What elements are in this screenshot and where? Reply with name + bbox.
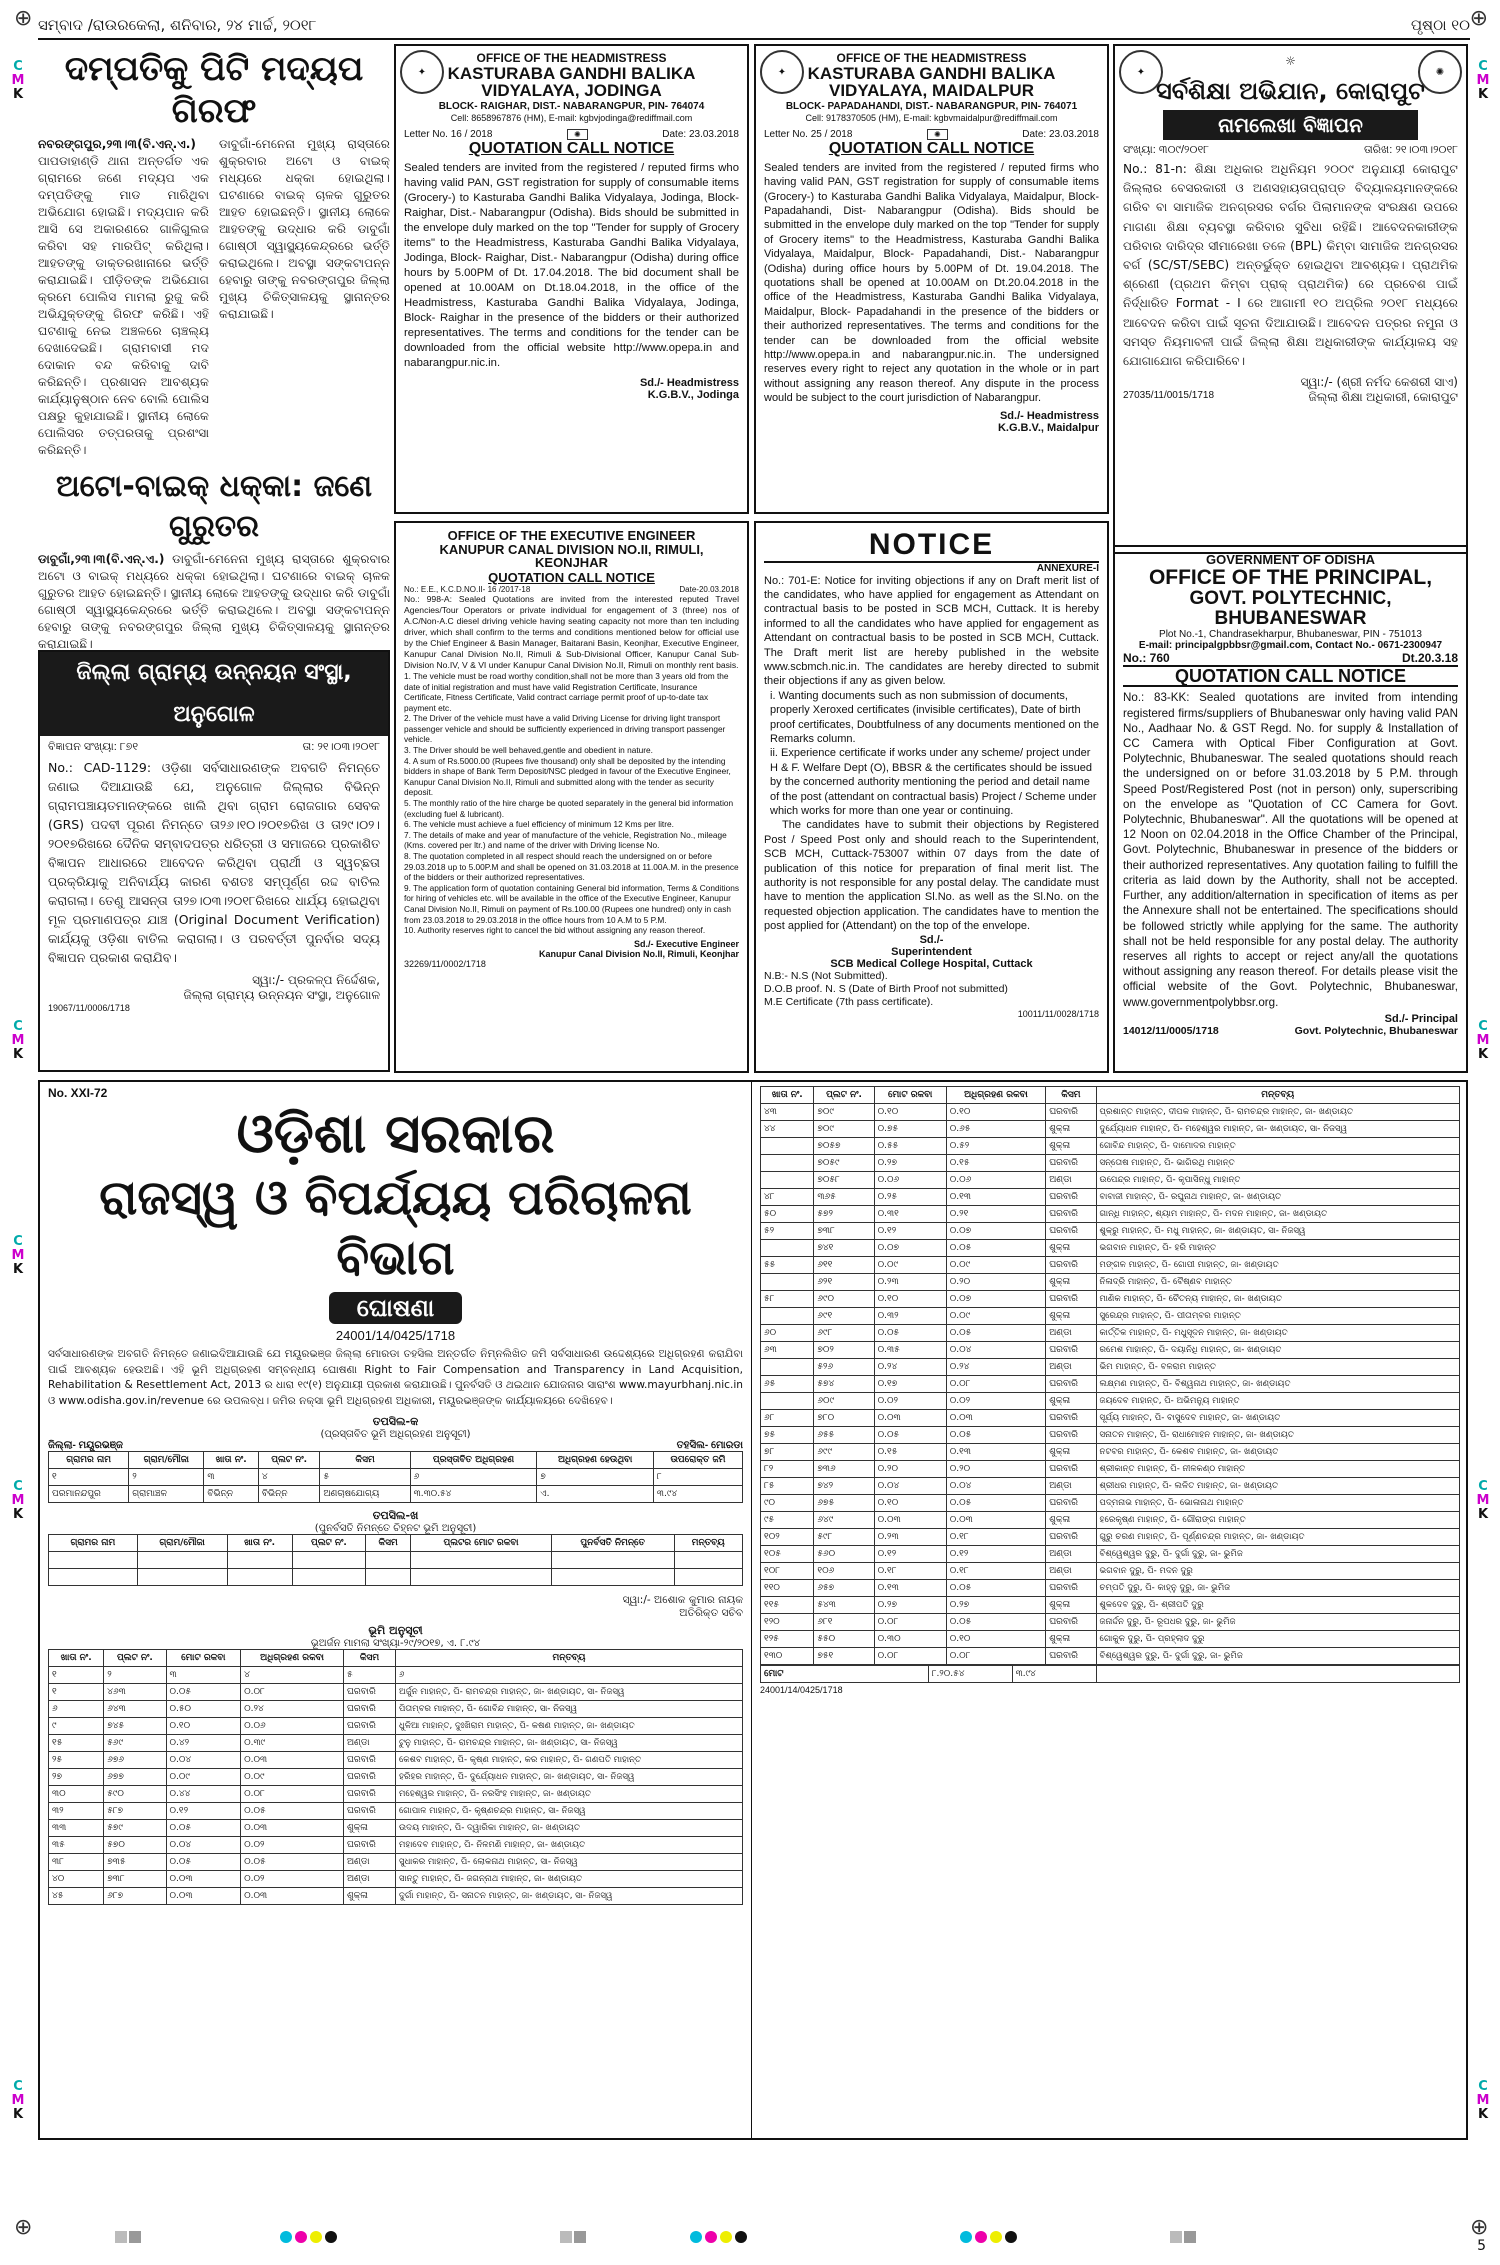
scb-notice [754, 521, 1109, 1073]
notice-ref: 24001/14/0425/1718 [760, 1685, 843, 1695]
table-row: ୧୨୫ ୫୫୦ ୦.୩୦ ୦.୧୦ ଶୁକ୍ଳା ଗୋକୁଳ ଦୁରୁ, ପି- ପ୍ରହ୍ଲାଦ ଦୁରୁ [761, 1631, 1460, 1648]
notice-body: Sealed tenders are invited from the registered / reputed firms who having valid PAN, GST registration for supply of consumable items (Grocery-) to Kasturaba Gandhi Balika Vidyalaya, Maidalpur, Block- Papadahandi, Dist- Nabarangpur (Odisha). Bids should be submitted in the envelope duly marked on the top "Tender for supply of Grocery items" to the Headmistress, Kasturaba Gandhi Balika Vidyalaya, Maidalpur, Block- Papadahandi, Dist.- Nabarangpur (Odisha) during office hours by 5.00PM of Dt. 19.04.2018. The quotations shall be opened at 10.00AM on Dt.20.04.2018 in the office of the Headmistress, Kasturaba Gandhi Balika Vidyalaya, Maidalpur, Block- Papadahandi in the presence of the bidders or their authorized representatives. The terms and conditions for the tender can be downloaded from the official website http://www.opepa.in and nabarangpur.nic.in. The undersigned reserves every right to reject any quotation in the whole or in part without assigning any reason thereof. Any dispute in the process would be subject to the court jurisdiction of Nabarangpur. [764, 161, 1099, 405]
notice-title: ଓଡ଼ିଶା ସରକାର [236, 1102, 555, 1165]
notice-heading: QUOTATION CALL NOTICE [1123, 665, 1458, 688]
table-row: ୬୮ ୭୮୦ ୦.୦୩ ୦.୦୩ ଘରବାରି ସୂର୍ଯ୍ୟ ମାହାନ୍ତ, ପି- ବାସୁଦେବ ମାହାନ୍ତ, ଜା- ଖଣ୍ଡାୟତ [761, 1410, 1460, 1427]
table-row: ୩୨ ୫୮୭ ୦.୧୨ ୦.୦୫ ଘରବାରି ଗୋପାଳ ମାହାନ୍ତ, ପି- କୃଷ୍ଣଚନ୍ଦ୍ର ମାହାନ୍ତ, ସା- ନିଜସ୍ୱ [49, 1803, 743, 1820]
notice-title: ଜିଲ୍ଲା ଗ୍ରାମ୍ୟ ଉନ୍ନୟନ ସଂସ୍ଥା, ଅନୁଗୋଳ [40, 652, 388, 736]
list-item: i. Wanting documents such as non submission of documents, properly Xeroxed certificates (invisible certificates), Date of birth proof certificates, Doubtfulness of any documents mentioned on the Remarks column. [770, 689, 1099, 745]
polytechnic-notice [1113, 545, 1468, 1073]
table-row: ୬ ୬୪୩ ୦.୫୦ ୦.୨୪ ଘରବାରି ପିତାମ୍ବର ମାହାନ୍ତ, ପି- ଗୋବିନ୍ଦ ମାହାନ୍ତ, ସା- ନିଜସ୍ୱ [49, 1701, 743, 1718]
notice-number: ସଂଖ୍ୟା: ୩୦୯/୨୦୧୮ [1123, 144, 1209, 156]
color-swatch [960, 2228, 1020, 2247]
cmk-marker-left: C M K [11, 1019, 25, 1062]
table-header-row: ଗ୍ରାମର ନାମ ଗ୍ରାମ/ମୌଜା ଖାତା ନଂ. ପ୍ଲଟ ନଂ. କିସମ ପ୍ରସ୍ତାବିତ ଅଧିଗ୍ରହଣ ଅଧିଗ୍ରହଣ ହେଉଥିବା ଉପରୋକ୍ତ ଜମି [49, 1452, 743, 1469]
emblem-icon: ✦ [1119, 50, 1163, 94]
ssa-logo-icon: ☼ [1285, 54, 1296, 68]
notice-title: VIDYALAYA, JODINGA [481, 81, 662, 101]
notice-number: No.: 760 [1123, 650, 1170, 665]
cmk-marker-right: C M K [1476, 59, 1490, 102]
table-row: ୬୦ ୬୯୮ ୦.୦୫ ୦.୦୫ ଅଣ୍ଡା କାର୍ତ୍ତିକ ମାହାନ୍ତ, ପି- ମଧୁସୂଦନ ମାହାନ୍ତ, ଜା- ଖଣ୍ଡାୟତ [761, 1325, 1460, 1342]
notice-number: ବିଜ୍ଞାପନ ସଂଖ୍ୟା: ୮୭୧ [48, 741, 139, 753]
story-dateline: ନବରଙ୍ଗପୁର,୨୩।୩(ବି.ଏନ୍.ଏ.) [38, 137, 196, 151]
ssa-notice [1113, 44, 1468, 554]
emblem-icon: ✦ [400, 50, 444, 94]
registration-mark-icon: ⊕ [14, 6, 33, 31]
table-row: ୭୫ ୬୫୫ ୦.୦୫ ୦.୦୫ ଘରବାରି ସନାତନ ମାହାନ୍ତ, ପି- ରାଧାମୋହନ ମାହାନ୍ତ, ଜା- ଖଣ୍ଡାୟତ [761, 1427, 1460, 1444]
gray-swatch [115, 2228, 143, 2247]
table-row: ୭୪୧ ୦.୦୭ ୦.୦୫ ଶୁକ୍ଳା ଭଗବାନ ମାହାନ୍ତ, ପି- ହରି ମାହାନ୍ତ [761, 1240, 1460, 1257]
zilla-notice [38, 650, 390, 1072]
tahasil-label: ତହସିଲ- ମୋରଡା [676, 1440, 743, 1451]
notice-date: Date-20.03.2018 [679, 584, 739, 594]
table-row: ୬୫ ୫୭୪ ୦.୧୭ ୦.୦୮ ଘରବାରି ଲକ୍ଷ୍ମଣ ମାହାନ୍ତ, ପି- ବିଶ୍ୱନାଥ ମାହାନ୍ତ, ଜା- ଖଣ୍ଡାୟତ [761, 1376, 1460, 1393]
table-row: ୪୮ ୩୬୫ ୦.୨୫ ୦.୧୩ ଘରବାରି ବାବାଜୀ ମାହାନ୍ତ, ପି- ରଘୁନାଥ ମାହାନ୍ତ, ଜା- ଖଣ୍ଡାୟତ [761, 1189, 1460, 1206]
notice-title: GOVT. POLYTECHNIC, BHUBANESWAR [1189, 587, 1392, 629]
notice-title: ସର୍ବଶିକ୍ଷା ଅଭିଯାନ, କୋରାପୁଟ [1156, 77, 1425, 105]
story-body-continued: ଡାବୁଗାଁ-ମେନେନା ମୁଖ୍ୟ ରାସ୍ତାରେ ଶୁକ୍ରବାର ଅଟୋ ଓ ବାଇକ୍ ମଧ୍ୟରେ ଧକ୍କା ହୋଇଥିଲା। ଘଟଣାରେ ବାଇକ୍ ଚାଳକ ଗୁରୁତର ଆହତ ହୋଇଛନ୍ତି। ସ୍ଥାନୀୟ ଲୋକେ ଆହତଙ୍କୁ ଉଦ୍ଧାର କରି ଡାବୁଗାଁ ଗୋଷ୍ଠୀ ସ୍ୱାସ୍ଥ୍ୟକେନ୍ଦ୍ରରେ ଭର୍ତ୍ତି କରାଇଥିଲେ। ଅବସ୍ଥା ସଙ୍କଟାପନ୍ନ ହେବାରୁ ତାଙ୍କୁ ନବରଙ୍ଗପୁର ଜିଲ୍ଲା ମୁଖ୍ୟ ଚିକିତ୍ସାଳୟକୁ ସ୍ଥାନାନ୍ତର କରାଯାଇଛି। [219, 137, 390, 321]
table-row: ୫୨୬ ୦.୨୪ ୦.୨୪ ଅଣ୍ଡା ଭିମ ମାହାନ୍ତ, ପି- ବଳରାମ ମାହାନ୍ତ [761, 1359, 1460, 1376]
table-row: ୪୪ ୭୦୯ ୦.୭୫ ୦.୬୫ ଶୁକ୍ଳା ଦୁର୍ଯ୍ୟୋଧନ ମାହାନ୍ତ, ପି- ମହେଶ୍ୱର ମାହାନ୍ତ, ଜା- ଖଣ୍ଡାୟତ, ସା- ନିଜସ୍ୱ [761, 1121, 1460, 1138]
table-row: ୨୭ ୬୭୭ ୦.୦୯ ୦.୦୯ ଘରବାରି ହରିହର ମାହାନ୍ତ, ପି- ଦୁର୍ଯ୍ୟୋଧନ ମାହାନ୍ତ, ଜା- ଖଣ୍ଡାୟତ, ସା- ନିଜସ୍ୱ [49, 1769, 743, 1786]
schedule-a-table [48, 1451, 743, 1503]
notice-signature: Sd./- Principal [1384, 1012, 1458, 1025]
table-row: ୧୦୫ ୫୬୦ ୦.୧୨ ୦.୧୨ ଅଣ୍ଡା ବିଶ୍ୱେଶ୍ୱର ଦୁରୁ, ପି- ଦୁର୍ଗା ଦୁରୁ, ଜା- ଭୁମିଜ [761, 1546, 1460, 1563]
notice-body: The candidates have to submit their objections by Registered Post / Speed Post only and should reach to the Superintendent, SCB MCH, Cuttack-753007 within 07 days from the date of publication of this notice for preparation of final merit list. The authority is not responsible for any postal delay. The candidate must have to mention the application Sl.No. as well as the Sl.No. on the requested objection application. The candidates have to mention the post applied for (Attendant) on the top of the envelope. [764, 819, 1099, 933]
annexure-label: ANNEXURE-I [1036, 562, 1099, 574]
table-row: ୪୩ ୭୦୯ ୦.୧୦ ୦.୧୦ ଘରବାରି ପ୍ରଶାନ୍ତ ମାହାନ୍ତ, ଦୀପକ ମାହାନ୍ତ, ପି- ରାମଚନ୍ଦ୍ର ମାହାନ୍ତ, ଜା- ଖଣ୍ଡାୟତ [761, 1104, 1460, 1121]
table-row: ୩୦ ୫୯୦ ୦.୪୪ ୦.୦୮ ଘରବାରି ମହେଶ୍ୱର ମାହାନ୍ତ, ପି- ନରସିଂହ ମାହାନ୍ତ, ଜା- ଖଣ୍ଡାୟତ [49, 1786, 743, 1803]
letter-date: Date: 23.03.2018 [1022, 128, 1099, 140]
color-swatch [690, 2228, 750, 2247]
cmk-marker-right: C M K [1476, 1479, 1490, 1522]
objection-list [764, 689, 1099, 819]
notice-title: KASTURABA GANDHI BALIKA [807, 63, 1056, 83]
notice-heading: QUOTATION CALL NOTICE [828, 139, 1035, 157]
notice-contact: Cell: 8658967876 (HM), E-mail: kgbvjodinga@rediffmail.com [450, 112, 693, 123]
table-row: ୧୨୦ ୬୮୧ ୦.୦୮ ୦.୦୫ ଘରବାରି ଜନାର୍ଦ୍ଦନ ଦୁରୁ, ପି- ରୂପଧର ଦୁରୁ, ଜା- ଭୁମିଜ [761, 1614, 1460, 1631]
notice-signature: ସ୍ୱା:/- ଅଶୋକ କୁମାର ନାୟକ ଅତିରିକ୍ତ ସଚିବ [622, 1594, 743, 1619]
table-row: ୧୦୮ ୧୦୬ ୦.୧୮ ୦.୧୮ ଅଣ୍ଡା ଭଗବାନ ଦୁରୁ, ପି- ମଦନ ଦୁରୁ [761, 1563, 1460, 1580]
header-dateline: ସମ୍ବାଦ /ରାଉରକେଲା, ଶନିବାର, ୨୪ ମାର୍ଚ୍ଚ, ୨୦୧୮ [38, 16, 317, 34]
table-row: ୬୨୧ ୦.୨୩ ୦.୨୦ ଶୁକ୍ଳା ନିଳାଦ୍ରି ମାହାନ୍ତ, ପି- ବୈଷ୍ଣବ ମାହାନ୍ତ [761, 1274, 1460, 1291]
total-label: ମୋଟ [761, 1666, 929, 1683]
cmk-marker-left: C M K [11, 1479, 25, 1522]
table-row: ୭୦୫୮ ୦.୦୬ ୦.୦୬ ଅଣ୍ଡା ଉପେନ୍ଦ୍ର ମାହାନ୍ତ, ପି- କୃପାସିନ୍ଧୁ ମାହାନ୍ତ [761, 1172, 1460, 1189]
cmk-marker-left: C M K [11, 2079, 25, 2122]
notice-body: No.: 83-KK: Sealed quotations are invited from intending registered firms/suppliers of Bhubaneswar only having valid PAN No., Aadhaar No. & GST Regd. No. for supply & Installation of CC Camera with Optical Fiber Configuration at Govt. Polytechnic, Bhubaneswar. The sealed quotations should reach the undersigned on or before 31.03.2018 by 5 P.M. through Speed Post/Registered Post (not in person) only, superscribing on the envelope as "Quotation of CC Camera for Govt. Polytechnic, Bhubaneswar". All the quotations will be opened at 12 Noon on 02.04.2018 in the Office Chamber of the Principal, Govt. Polytechnic, Bhubaneswar in presence of the bidders or their authorized representatives. Any quotation failing to fulfill the criteria as laid down by the Authority, shall not be accepted. Further, any addition/alternation in specification of items as per the Annexure shall not be entertained. The specifications should be followed strictly while applying for the same. The authority shall not be held responsible for any postal delay. The authority reserves all rights to accept or reject any/all the quotations without assigning any reason thereof. For details please visit the official website of the Govt. Polytechnic, Bhubaneswar, www.governmentpolybbsr.org. [1123, 691, 1458, 1009]
notice-office: GOVERNMENT OF ODISHA [1205, 552, 1375, 567]
nb-list: N.B:- N.S (Not Submitted). D.O.B proof. N. S (Date of Birth Proof not submitted) M.E Certificate (7th pass certificate). [764, 969, 1008, 1008]
notice-date: Dt.20.3.18 [1401, 650, 1458, 665]
govt-land-notice [38, 1080, 1468, 2140]
ssa-logo-icon: ✺ [927, 129, 948, 140]
notice-band: ଘୋଷଣା [329, 1292, 462, 1324]
notice-signature: Sd./- Headmistress K.G.B.V., Maidalpur [997, 409, 1099, 434]
table-row: ୫୫ ୬୧୧ ୦.୦୯ ୦.୦୯ ଘରବାରି ମଙ୍ଗଳ ମାହାନ୍ତ, ପି- ଗୋପୀ ମାହାନ୍ତ, ଜା- ଖଣ୍ଡାୟତ [761, 1257, 1460, 1274]
table-row: ୮୫ ୭୪୨ ୦.୦୪ ୦.୦୪ ଅଣ୍ଡା ଶ୍ରୀଧର ମାହାନ୍ତ, ପି- ଲଳିତ ମାହାନ୍ତ, ଜା- ଖଣ୍ଡାୟତ [761, 1478, 1460, 1495]
registration-mark-icon: ⊕ [14, 2215, 33, 2240]
notice-heading: QUOTATION CALL NOTICE [468, 139, 675, 157]
notice-body: No.: 81-n: ଶିକ୍ଷା ଅଧିକାର ଅଧିନିୟମ ୨୦୦୯ ଅନୁଯାୟୀ କୋରାପୁଟ ଜିଲ୍ଲାର ବେସରକାରୀ ଓ ଅଣସହାୟତାପ୍ରାପ୍ତ ବିଦ୍ୟାଳୟମାନଙ୍କରେ ଗରିବ ବା ସାମାଜିକ ଅନଗ୍ରସର ବର୍ଗର ପିଲାମାନଙ୍କ ସଂରକ୍ଷଣ ଉପରେ ମାଗଣା ଶିକ୍ଷା ବ୍ୟବସ୍ଥା କରିବାର ସୁବିଧା ରହିଛି। ଆବେଦନକାରୀଙ୍କ ପରିବାର ଦାରିଦ୍ର ସୀମାରେଖା ତଳେ (BPL) କିମ୍ବା ସାମାଜିକ ଅନଗ୍ରସର ବର୍ଗ (SC/ST/SEBC) ଅନ୍ତର୍ଭୁକ୍ତ ହୋଇଥିବା ଆବଶ୍ୟକ। ପ୍ରାଥମିକ ଶ୍ରେଣୀ (ପ୍ରଥମ କିମ୍ବା ପ୍ରାକ୍ ପ୍ରାଥମିକ) ରେ ପ୍ରବେଶ ପାଇଁ ନିର୍ଦ୍ଧାରିତ Format - I ରେ ଆଗାମୀ ୧୦ ଅପ୍ରିଲ ୨୦୧୮ ମଧ୍ୟରେ ଆବେଦନ କରିବା ପାଇଁ ସୂଚନା ଦିଆଯାଉଛି। ଆବେଦନ ପତ୍ରର ନମୁନା ଓ ସମସ୍ତ ନିୟମାବଳୀ ପାଇଁ ଜିଲ୍ଲା ଶିକ୍ଷା ଅଧିକାରୀଙ୍କ କାର୍ଯ୍ୟାଳୟ ସହ ଯୋଗାଯୋଗ କରିପାରିବେ। [1123, 162, 1458, 369]
story-body: ଡାବୁଗାଁ-ମେନେନା ମୁଖ୍ୟ ରାସ୍ତାରେ ଶୁକ୍ରବାର ଅଟୋ ଓ ବାଇକ୍ ମଧ୍ୟରେ ଧକ୍କା ହୋଇଥିଲା। ଘଟଣାରେ ବାଇକ୍ ଚାଳକ ଗୁରୁତର ଆହତ ହୋଇଛନ୍ତି। ସ୍ଥାନୀୟ ଲୋକେ ଆହତଙ୍କୁ ଉଦ୍ଧାର କରି ଡାବୁଗାଁ ଗୋଷ୍ଠୀ ସ୍ୱାସ୍ଥ୍ୟକେନ୍ଦ୍ରରେ ଭର୍ତ୍ତି କରାଇଥିଲେ। ଅବସ୍ଥା ସଙ୍କଟାପନ୍ନ ହେବାରୁ ତାଙ୍କୁ ନବରଙ୍ଗପୁର ଜିଲ୍ଲା ମୁଖ୍ୟ ଚିକିତ୍ସାଳୟକୁ ସ୍ଥାନାନ୍ତର କରାଯାଇଛି। [38, 552, 390, 651]
govt-notice-right [754, 1082, 1466, 2138]
ssa-logo-icon: ✺ [567, 129, 588, 140]
table-header-row: ଖାତା ନଂ. ପ୍ଲଟ ନଂ. ମୋଟ ରକବା ଅଧିଗ୍ରହଣ ରକବା କିସମ ମନ୍ତବ୍ୟ [761, 1087, 1460, 1104]
list-item: 8. The quotation completed in all respect should reach the undersigned on or before 29.03.2018 up to 5.00P.M and shall be opened on 31.03.2018 at 11.00A.M. in the presence of the bidders or their authorized representatives. [404, 851, 739, 883]
list-item: 9. The application form of quotation containing General bid information, Terms & Conditions for hiring of vehicles etc. will be available in the office of the Executive Engineer, Kanupur Canal Division No.II, Rimuli on payment of Rs.100.00 (Rupees one hundred) only in cash from 23.03.2018 to 29.03.2018 in the office hours from 10 A.M to 5 P.M. [404, 882, 739, 925]
schedule-subtitle: (ପୁନର୍ବସତି ନିମନ୍ତେ ଚିହ୍ନଟ ଭୂମି ଅନୁସୂଚୀ) [314, 1523, 477, 1534]
notice-date: ତା: ୨୧।୦୩।୨୦୧୮ [302, 741, 380, 753]
notice-title: KASTURABA GANDHI BALIKA [447, 63, 696, 83]
notice-number: No. XXI-72 [48, 1086, 108, 1100]
schedule-subtitle: ଭୂଅର୍ଜନ ମାମଲା ସଂଖ୍ୟା-୨୯/୨୦୧୭, ଏ. ୮.୯୪ [310, 1638, 481, 1649]
notice-band: ନାମଲେଖା ବିଜ୍ଞାପନ [1163, 110, 1418, 140]
department-title: ରାଜସ୍ୱ ଓ ବିପର୍ଯ୍ୟୟ ପରିଚାଳନା ବିଭାଗ [99, 1170, 692, 1286]
table-row: ୧୧୫ ୫୪୩ ୦.୨୭ ୦.୨୭ ଶୁକ୍ଳା ଶୁକଦେବ ଦୁରୁ, ପି- ଶ୍ରୀପତି ଦୁରୁ [761, 1597, 1460, 1614]
registration-mark-icon: ⊕ [1470, 2215, 1489, 2240]
table-row: ୭୦୫୭ ୦.୫୫ ୦.୫୨ ଶୁକ୍ଳା ଗୋବିନ୍ଦ ମାହାନ୍ତ, ପି- ଦାମୋଦର ମାହାନ୍ତ [761, 1138, 1460, 1155]
notice-signature: ସ୍ୱା:/- (ଶ୍ରୀ ନର୍ମଦ କେଶରୀ ସାଏ) [1300, 375, 1458, 390]
table-row: ୬୩ ୭୦୨ ୦.୩୫ ୦.୦୪ ଘରବାରି ରମେଶ ମାହାନ୍ତ, ପି- ଦୟାନିଧି ମାହାନ୍ତ, ଜା- ଖଣ୍ଡାୟତ [761, 1342, 1460, 1359]
list-item: 4. A sum of Rs.5000.00 (Rupees five thousand) only shall be deposited by the intending bidders in shape of Bank Term Deposit/NSC pledged in favour of the Executive Engineer, Kanupur Canal Division No.II, Rimuli and submitted along with the tender as security deposit. [404, 755, 731, 798]
table-row: ୬୦୯ ୦.୦୨ ୦.୦୨ ଶୁକ୍ଳା ଜୟଦେବ ମାହାନ୍ତ, ପି- ଅଭିମନ୍ୟୁ ମାହାନ୍ତ [761, 1393, 1460, 1410]
notice-office: OFFICE OF THE HEADMISTRESS [836, 51, 1027, 65]
notice-ref: 24001/14/0425/1718 [335, 1328, 456, 1343]
color-swatch [280, 2228, 340, 2247]
govt-notice-left [40, 1082, 752, 2138]
notice-signature: Govt. Polytechnic, Bhubaneswar [1294, 1024, 1458, 1037]
notice-number: No.: E.E., K.C.D.NO.II- 16 /2017-18 [404, 584, 531, 594]
list-item: 10. Authority reserves right to cancel the bid without assigning any reason thereof. [404, 925, 706, 936]
list-item: 3. The Driver should be well behaved,gentle and obedient in nature. [404, 745, 653, 756]
table-row: ୧୦୨ ୫୯୮ ୦.୨୩ ୦.୧୮ ଘରବାରି ଗୁରୁ ଚରଣ ମାହାନ୍ତ, ପି- ପୂର୍ଣ୍ଣଚନ୍ଦ୍ର ମାହାନ୍ତ, ଜା- ଖଣ୍ଡାୟତ [761, 1529, 1460, 1546]
table-row: ୩୩ ୫୭୯ ୦.୦୫ ୦.୦୩ ଶୁକ୍ଳା ଉଦୟ ମାହାନ୍ତ, ପି- ଦ୍ୱାରିକା ମାହାନ୍ତ, ଜା- ଖଣ୍ଡାୟତ [49, 1820, 743, 1837]
notice-ref: 27035/11/0015/1718 [1123, 390, 1215, 402]
notice-office: OFFICE OF THE EXECUTIVE ENGINEER [447, 528, 696, 543]
kgbv-jodinga-notice [394, 44, 749, 514]
cmk-marker-right: C M K [1476, 1019, 1490, 1062]
notice-date: ତାରିଖ: ୨୧।୦୩।୨୦୧୮ [1363, 144, 1458, 156]
table-header-row: ଗ୍ରାମର ନାମ ଗ୍ରାମ/ମୌଜା ଖାତା ନଂ. ପ୍ଲଟ ନଂ. କିସମ ପ୍ଲଟର ମୋଟ ରକବା ପୁନର୍ବସତି ନିମନ୍ତେ ମନ୍ତବ୍ୟ [49, 1535, 743, 1552]
cmk-marker-left: C M K [11, 1234, 25, 1277]
terms-list [404, 671, 739, 936]
notice-title: KANUPUR CANAL DIVISION NO.II, RIMULI, KEONJHAR [439, 541, 704, 571]
table-row [49, 1552, 743, 1569]
table-row: ୧ ୨ ୩ ୪ ୫ ୬ [49, 1667, 743, 1684]
total-acquired: ୩.୯୪ [1012, 1666, 1096, 1683]
notice-address: BLOCK- PAPADAHANDI, DIST.- NABARANGPUR, PIN- 764071 [785, 101, 1078, 113]
table-row: ୫୨ ୭୩୮ ୦.୧୨ ୦.୦୭ ଘରବାରି ଶୁକ୍ରୁ ମାହାନ୍ତ, ପି- ମଧୁ ମାହାନ୍ତ, ଜା- ଖଣ୍ଡାୟତ, ସା- ନିଜସ୍ୱ [761, 1223, 1460, 1240]
table-row: ୧ ୨ ୩ ୪ ୫ ୬ ୭ ୮ [49, 1469, 743, 1486]
page-number-label: ପୃଷ୍ଠା ୧୦ [1410, 16, 1470, 34]
page-header [38, 12, 1470, 40]
notice-contact: E-mail: principalgpbbsr@gmail.com, Contact No.- 0671-2300947 [1138, 639, 1443, 651]
notice-signature: Sd./- Superintendent SCB Medical College Hospital, Cuttack [830, 933, 1033, 970]
emblem-icon: ✺ [1418, 50, 1462, 94]
list-item: 7. The details of make and year of manufacture of the vehicle, Registration No., mileage (Kms. covered per ltr.) and name of the driver with Driving license No. [404, 829, 727, 851]
registration-mark-icon: ⊕ [1469, 6, 1488, 31]
notice-signature: ଜିଲ୍ଲା ଶିକ୍ଷା ଅଧିକାରୀ, କୋରାପୁଟ [1308, 390, 1458, 405]
table-row: ୩୫ ୫୭୦ ୦.୦୪ ୦.୦୨ ଘରବାରି ମହାଦେବ ମାହାନ୍ତ, ପି- ନିଳମଣି ମାହାନ୍ତ, ଜା- ଖଣ୍ଡାୟତ [49, 1837, 743, 1854]
letter-number: Letter No. 25 / 2018 [764, 128, 853, 140]
notice-body: ସର୍ବସାଧାରଣଙ୍କ ଅବଗତି ନିମନ୍ତେ ଜଣାଇଦିଆଯାଉଛି ଯେ ମୟୂରଭଞ୍ଜ ଜିଲ୍ଲା ମୋରଡା ତହସିଲ ଅନ୍ତର୍ଗତ ନିମ୍ନଲିଖିତ ଜମି ସର୍ବସାଧାରଣ ଉଦ୍ଦେଶ୍ୟରେ ଅଧିଗ୍ରହଣ କରାଯିବା ପାଇଁ ଆବଶ୍ୟକ ହେଉଅଛି। ଏହି ଭୂମି ଅଧିଗ୍ରହଣ ସମ୍ବନ୍ଧୀୟ ଘୋଷଣା Right to Fair Compensation and Transparency in Land Acquisition, Rehabilitation & Resettlement Act, 2013 ର ଧାରା ୧୯(୧) ଅନୁଯାୟୀ ପ୍ରକାଶ କରାଯାଉଛି। ପୁନର୍ବସତି ଓ ଥଇଥାନ ଯୋଜନାର ସାରାଂଶ www.mayurbhanj.nic.in ଓ www.odisha.gov.in/revenue ରେ ଉପଲବ୍ଧ। ଜମିର ନକ୍ସା ଭୂମି ଅଧିଗ୍ରହଣ ଅଧିକାରୀ, ମୟୂରଭଞ୍ଜଙ୍କ କାର୍ଯ୍ୟାଳୟରେ ଦେଖିହେବ। [48, 1348, 743, 1407]
schedule-b-table [48, 1534, 743, 1586]
total-row-table [760, 1665, 1460, 1683]
notice-ref: 19067/11/0006/1718 [48, 1003, 130, 1013]
table-row: ପରମାନନ୍ଦପୁର ଗ୍ରାମାଞ୍ଚଳ ବିଭିନ୍ନ ବିଭିନ୍ନ ଅଣଚାଷଯୋଗ୍ୟ ୩.୩୦.୫୪ ଏ. ୩.୯୪ [49, 1486, 743, 1503]
gray-swatch [560, 2228, 588, 2247]
notice-address: Plot No.-1, Chandrasekharpur, Bhubaneswar, PIN - 751013 [1159, 628, 1422, 640]
notice-body: No.: 998-A: Sealed Quotations are invited from the interested reputed Travel Agencies/Tour Operators or private individual for engagement of 3 (three) nos of A.C/Non-A.C diesel driving vehicle having seating capacity not more than ten including driver, which shall confirm to the terms and conditions mentioned below for official use by the Chief Engineer & Basin Manager, Baitarani Basin, Keonjhar, Executive Engineer, Kanupur Canal Division No.II, Rimuli & Sub-Divisional Officer, Kanupur Canal Sub-Division No.IV, V & VI under Kanupur Canal Division No.II, Rimuli on monthly rent basis. [404, 593, 739, 670]
notice-title: NOTICE [764, 529, 1099, 563]
table-row [49, 1569, 743, 1586]
list-item: 2. The Driver of the vehicle must have a valid Driving License for driving light transport passenger vehicle and should be sufficiently experienced in driving transport passenger vehicle. [404, 713, 726, 745]
table-row: ୧୫ ୫୬୯ ୦.୪୨ ୦.୩୯ ଅଣ୍ଡା ଟୁନୁ ମାହାନ୍ତ, ପି- ରାମଚନ୍ଦ୍ର ମାହାନ୍ତ, ଜା- ଖଣ୍ଡାୟତ, ସା- ନିଜସ୍ୱ [49, 1735, 743, 1752]
total-value: ୮.୨୦.୫୪ [928, 1666, 1012, 1683]
list-item: ii. Experience certificate if works under any scheme/ project under H & F. Welfare Dept (O), BBSR & the certificates should be issued by the concerned authority mentioning the period and detail name of the post (attendant on contractual basis) Project / Scheme under which works for more than one year or continuing. [770, 747, 1097, 817]
table-row: ୪୫ ୬୮୭ ୦.୦୩ ୦.୦୩ ଶୁକ୍ଳା ଦୁର୍ଗା ମାହାନ୍ତ, ପି- ସନାତନ ମାହାନ୍ତ, ଜା- ଖଣ୍ଡାୟତ, ସା- ନିଜସ୍ୱ [49, 1888, 743, 1905]
notice-heading: QUOTATION CALL NOTICE [488, 569, 655, 585]
schedule-title: ତପସିଲ-କ [372, 1415, 419, 1428]
notice-ref: 32269/11/0002/1718 [404, 958, 486, 969]
table-row: ୧ ୪୬୩ ୦.୦୫ ୦.୦୮ ଘରବାରି ଅର୍ଜୁନ ମାହାନ୍ତ, ପି- ରାମଚନ୍ଦ୍ର ମାହାନ୍ତ, ଜା- ଖଣ୍ଡାୟତ, ସା- ନିଜସ୍ୱ [49, 1684, 743, 1701]
notice-title: VIDYALAYA, MAIDALPUR [829, 81, 1034, 101]
notice-body: No.: 701-E: Notice for inviting objections if any on Draft merit list of the candidates, who have applied for engagement as Attendant on contractual basis to be posted in SCB MCH, Cuttack. It is hereby informed to all the candidates who have applied for engagement as Attendant on contractual basis to be posted in SCB MCH, Cuttack. The Draft merit list are hereby published in the website www.scbmch.nic.in. The candidates are hereby directed to submit their objections if any as given below. [764, 574, 1099, 688]
list-item: 5. The monthly ratio of the hire charge be quoted separately in the general bid information (excluding fuel & lubricant). [404, 798, 734, 819]
table-row: ୭୦୫୯ ୦.୨୭ ୦.୧୫ ଘରବାରି ସନ୍ତୋଷ ମାହାନ୍ତ, ପି- ଭାଗିରଥି ମାହାନ୍ତ [761, 1155, 1460, 1172]
land-schedule-table [48, 1649, 743, 1905]
story-body: ପାପଡାହାଣ୍ଡି ଥାନା ଅନ୍ତର୍ଗତ ଏକ ଗ୍ରାମରେ ଜଣେ ମଦ୍ୟପ ଏକ ଦମ୍ପତିଙ୍କୁ ମାଡ ମାରିଥିବା ଅଭିଯୋଗ ହୋଇଛି। ମଦ୍ୟପାନ କରି ଆସି ସେ ଅକାରଣରେ ଗାଳିଗୁଲଜ କରିବା ସହ ମାରପିଟ୍ କରିଥିଲା। ଆହତଙ୍କୁ ଡାକ୍ତରଖାନାରେ ଭର୍ତ୍ତି କରାଯାଇଛି। ପୀଡ଼ିତଙ୍କ ଅଭିଯୋଗ କ୍ରମେ ପୋଲିସ ମାମଲା ରୁଜୁ କରି ଅଭିଯୁକ୍ତଙ୍କୁ ଗିରଫ କରିଛି। ଏହି ଘଟଣାକୁ ନେଇ ଅଞ୍ଚଳରେ ଚାଞ୍ଚଲ୍ୟ ଦେଖାଦେଇଛି। ଗ୍ରାମବାସୀ ମଦ ଦୋକାନ ବନ୍ଦ କରିବାକୁ ଦାବି କରିଛନ୍ତି। ପ୍ରଶାସନ ଆବଶ୍ୟକ କାର୍ଯ୍ୟାନୁଷ୍ଠାନ ନେବ ବୋଲି ପୋଲିସ ପକ୍ଷରୁ କୁହାଯାଇଛି। ସ୍ଥାନୀୟ ଲୋକେ ପୋଲିସର ତତ୍ପରତାକୁ ପ୍ରଶଂସା କରିଛନ୍ତି। [38, 154, 209, 457]
table-row: ୮୨ ୭୩୬ ୦.୨୦ ୦.୨୦ ଘରବାରି ଶ୍ରୀକାନ୍ତ ମାହାନ୍ତ, ପି- ନୀଳକଣ୍ଠ ମାହାନ୍ତ [761, 1461, 1460, 1478]
district-label: ଜିଲ୍ଲା- ମୟୂରଭଞ୍ଜ [48, 1440, 123, 1451]
table-row: ୨୫ ୬୭୬ ୦.୦୪ ୦.୦୩ ଘରବାରି କେଶବ ମାହାନ୍ତ, ପି- କୃଷ୍ଣ ମାହାନ୍ତ, କର ମାହାନ୍ତ, ପି- ଗଣପତି ମାହାନ୍ତ [49, 1752, 743, 1769]
table-row: ୯୦ ୬୭୫ ୦.୧୦ ୦.୦୫ ଘରବାରି ପଦ୍ମନାଭ ମାହାନ୍ତ, ପି- ଭୋଳାନାଥ ମାହାନ୍ତ [761, 1495, 1460, 1512]
schedule-title: ତପସିଲ-ଖ [372, 1509, 419, 1522]
land-schedule-table [760, 1086, 1460, 1665]
notice-address: BLOCK- RAIGHAR, DIST.- NABARANGPUR, PIN- 764074 [438, 101, 705, 113]
notice-title: OFFICE OF THE PRINCIPAL, [1148, 565, 1433, 589]
table-row: ୫୮ ୬୯୦ ୦.୧୦ ୦.୦୭ ଘରବାରି ମାଣିକ ମାହାନ୍ତ, ପି- ଚୈତନ୍ୟ ମାହାନ୍ତ, ଜା- ଖଣ୍ଡାୟତ [761, 1291, 1460, 1308]
table-row: ୧୧୦ ୬୫୭ ୦.୧୩ ୦.୦୫ ଘରବାରି ଚମ୍ପତି ଦୁରୁ, ପି- କାହ୍ନୁ ଦୁରୁ, ଜା- ଭୁମିଜ [761, 1580, 1460, 1597]
story-dateline: ଡାବୁଗାଁ,୨୩।୩(ବି.ଏନ୍.ଏ.) [38, 552, 165, 566]
table-row: ୯୫ ୬୪୯ ୦.୦୩ ୦.୦୩ ଶୁକ୍ଳା ହରେକୃଷ୍ଣ ମାହାନ୍ତ, ପି- ଗୌରାଙ୍ଗ ମାହାନ୍ତ [761, 1512, 1460, 1529]
gray-swatch [1170, 2228, 1198, 2247]
list-item: 1. The vehicle must be road worthy condition,shall not be more than 3 years old from the date of initial registration and must have valid Registration Certificate, Insurance Certificate, Fitness Certificate, Valid contract carriage permit proof of up-to-date tax payment etc. [404, 670, 729, 713]
notice-body: No.: CAD-1129: ଓଡ଼ିଶା ସର୍ବସାଧାରଣଙ୍କ ଅବଗତି ନିମନ୍ତେ ଜଣାଇ ଦିଆଯାଉଛି ଯେ, ଅନୁଗୋଳ ଜିଲ୍ଲାର ବିଭିନ୍ନ ଗ୍ରାମପଞ୍ଚାୟତମାନଙ୍କରେ ଖାଲି ଥିବା ଗ୍ରାମ ରୋଜଗାର ସେବକ (GRS) ପଦବୀ ପୂରଣ ନିମନ୍ତେ ତା୨୬।୧୦।୨୦୧୭ରିଖ ଓ ତା୨୯।୦୨।୨୦୧୭ରିଖରେ ଦୈନିକ ସମ୍ବାଦପତ୍ର ଧରିତ୍ରୀ ଓ ସମାଜରେ ପ୍ରକାଶିତ ବିଜ୍ଞାପନ ଆଧାରରେ ଆବେଦନ କରିଥିବା ପ୍ରାର୍ଥୀ ଓ ସ୍ୱଚ୍ଛତା ପ୍ରକ୍ରିୟାକୁ ଅନିବାର୍ଯ୍ୟ କାରଣ ବଶତଃ ସମ୍ପୂର୍ଣ୍ଣ ରଦ୍ଦ ବାତିଲ କରାଗଲା। ତେଣୁ ଆସନ୍ତା ତା୨୭।୦୩।୨୦୧୮ରିଖରେ ଧାର୍ଯ୍ୟ ହୋଇଥିବା ମୂଳ ପ୍ରମାଣପତ୍ର ଯାଞ୍ଚ (Original Document Verification) କାର୍ଯ୍ୟକୁ ଓଡ଼ିଶା ବାତିଲ କରାଗଲା। ଓ ପରବର୍ତ୍ତୀ ପୁନର୍ବାର ସଦ୍ୟ ବିଜ୍ଞାପନ ପ୍ରକାଶ କରାଯିବ। [48, 760, 380, 965]
table-row: ୯ ୭୪୫ ୦.୧୦ ୦.୦୬ ଘରବାରି ଧୁଳିଆ ମାହାନ୍ତ, ଦୁଃଖିରାମ ମାହାନ୍ତ, ପି- କଷଣ ମାହାନ୍ତ, ଜା- ଖଣ୍ଡାୟତ [49, 1718, 743, 1735]
schedule-subtitle: (ପ୍ରସ୍ତାବିତ ଭୂମି ଅଧିଗ୍ରହଣ ଅନୁସୂଚୀ) [320, 1429, 471, 1440]
table-row: ୧୩୦ ୭୫୧ ୦.୦୮ ୦.୦୮ ଘରବାରି ବିଶ୍ୱେଶ୍ୱର ଦୁରୁ, ପି- ଦୁର୍ଗା ଦୁରୁ, ଜା- ଭୁମିଜ [761, 1648, 1460, 1665]
notice-signature: Sd./- Executive Engineer Kanupur Canal Division No.II, Rimuli, Keonjhar [538, 938, 739, 959]
cmk-marker-left: C M K [11, 59, 25, 102]
kanpur-notice [394, 521, 749, 1073]
table-row: ୬୯୧ ୦.୩୨ ୦.୦୯ ଶୁକ୍ଳା ସୁରେନ୍ଦ୍ର ମାହାନ୍ତ, ପି- ପୀତାମ୍ବର ମାହାନ୍ତ [761, 1308, 1460, 1325]
emblem-icon: ✦ [760, 50, 804, 94]
notice-signature: Sd./- Headmistress K.G.B.V., Jodinga [639, 376, 739, 401]
page-number: 5 [1477, 2238, 1486, 2254]
table-row: ୫୦ ୫୭୨ ୦.୩୧ ୦.୨୧ ଘରବାରି ଗାନ୍ଧି ମାହାନ୍ତ, ଶ୍ୟାମ ମାହାନ୍ତ, ପି- ମଦନ ମାହାନ୍ତ, ଜା- ଖଣ୍ଡାୟତ [761, 1206, 1460, 1223]
kgbv-maidalpur-notice [754, 44, 1109, 514]
table-row [761, 1666, 1460, 1683]
notice-office: OFFICE OF THE HEADMISTRESS [476, 51, 667, 65]
notice-ref: 14012/11/0005/1718 [1123, 1024, 1219, 1037]
table-row: ୪୦ ୭୩୮ ୦.୦୩ ୦.୦୨ ଅଣ୍ଡା ସାନ୍ତୁ ମାହାନ୍ତ, ପି- ଜଗନ୍ନାଥ ମାହାନ୍ତ, ଜା- ଖଣ୍ଡାୟତ [49, 1871, 743, 1888]
notice-body: Sealed tenders are invited from the registered / reputed firms who having valid PAN, GST registration for supply of consumable items (Grocery-) to Kasturaba Gandhi Balika Vidyalaya, Jodinga, Block- Raighar, Dist.- Nabarangpur (Odisha). Bids should be submitted in the envelope duly marked on the top "Tender for supply of Grocery items" to the Headmistress, Kasturaba Gandhi Balika Vidyalaya, Jodinga, Block- Raighar, Dist.- Nabarangpur (Odisha) during office hours by 5.00PM of Dt. 17.04.2018. The bid document shall be opened at 10.00AM on Dt.18.04.2018, in the office of the Headmistress, Kasturaba Gandhi Balika Vidyalaya, Jodinga, Block- Raighar in the presence of the bidders or their authorized representatives. The terms and conditions for the tender can be downloaded from the official website http://www.opepa.in and nabarangpur.nic.in. [404, 161, 739, 369]
story-headline: ଅଟୋ-ବାଇକ୍ ଧକ୍କା: ଜଣେ ଗୁରୁତର [55, 469, 373, 544]
table-row: ୩୮ ୭୩୫ ୦.୦୫ ୦.୦୫ ଅଣ୍ଡା ସୁଧାକର ମାହାନ୍ତ, ପି- ଲୋକନାଥ ମାହାନ୍ତ, ସା- ନିଜସ୍ୱ [49, 1854, 743, 1871]
notice-contact: Cell: 9178370505 (HM), E-mail: kgbvmaidalpur@rediffmail.com [805, 112, 1058, 123]
story-headline: ଦମ୍ପତିକୁ ପିଟି ମଦ୍ୟପ ଗିରଫ [64, 49, 364, 131]
list-item: 6. The vehicle must achieve a fuel efficiency of minimum 12 Kms per litre. [404, 819, 674, 830]
letter-date: Date: 23.03.2018 [662, 128, 739, 140]
letter-number: Letter No. 16 / 2018 [404, 128, 493, 140]
schedule-title: ଭୂମି ଅନୁସୂଚୀ [368, 1624, 423, 1637]
table-header-row: ଖାତା ନଂ. ପ୍ଲଟ ନଂ. ମୋଟ ରକବା ଅଧିଗ୍ରହଣ ରକବା କିସମ ମନ୍ତବ୍ୟ [49, 1650, 743, 1667]
cmk-marker-right: C M K [1476, 2079, 1490, 2122]
table-row: ୭୮ ୬୯୯ ୦.୧୫ ୦.୧୩ ଶୁକ୍ଳା ନଟବର ମାହାନ୍ତ, ପି- କେଶବ ମାହାନ୍ତ, ଜା- ଖଣ୍ଡାୟତ [761, 1444, 1460, 1461]
notice-signature: ସ୍ୱା:/- ପ୍ରକଳ୍ପ ନିର୍ଦ୍ଦେଶକ, ଜିଲ୍ଲା ଗ୍ରାମ୍ୟ ଉନ୍ନୟନ ସଂସ୍ଥା, ଅନୁଗୋଳ [183, 973, 380, 1002]
notice-ref: 10011/11/0028/1718 [1017, 1008, 1099, 1019]
